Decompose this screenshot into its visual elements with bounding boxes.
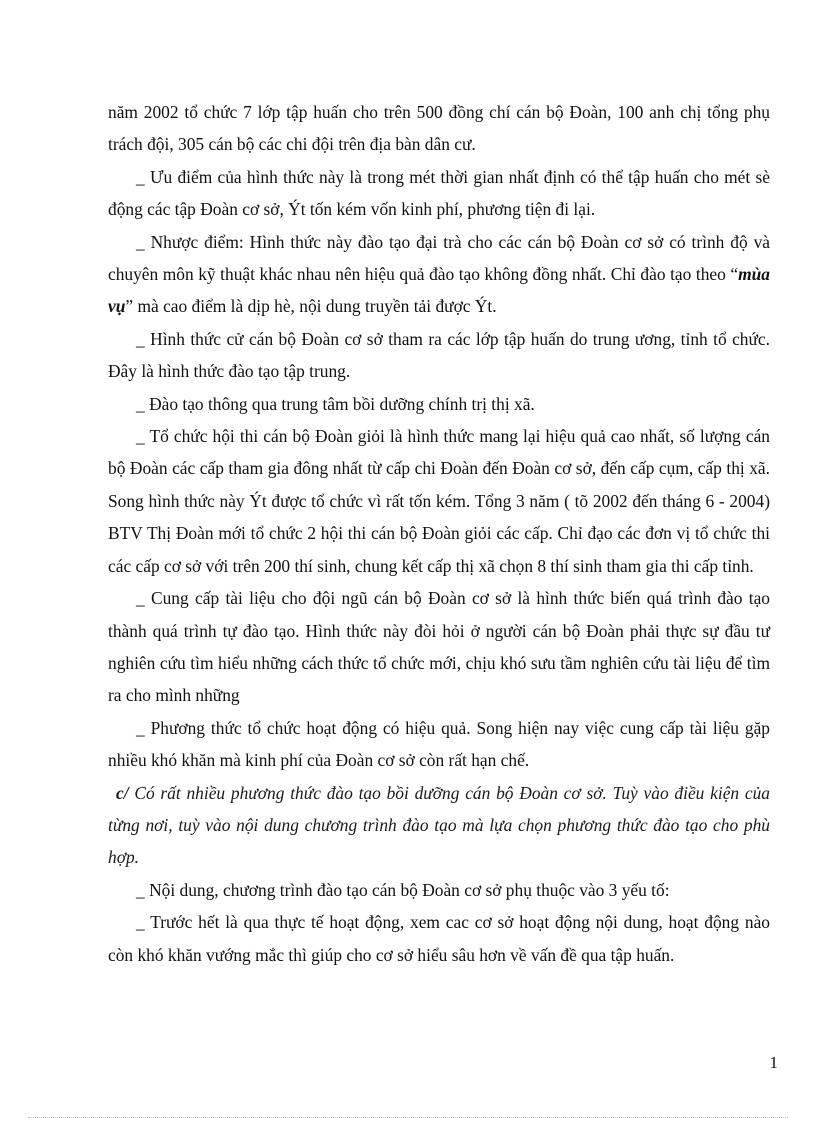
page-number: 1 bbox=[769, 1053, 778, 1072]
section-label: c/ bbox=[116, 782, 129, 803]
paragraph-text: Tổ chức hội thi cán bộ Đoàn giỏi là hình thức mang lại hiệu quả cao nhất, số lượng cán bộ Đoàn các cấp tham gia đông nhất từ cấp chi Đoàn đến Đoàn cơ sở, đến cấp cụm, cấp thị xã. Song hình thức này Ýt được tổ chức vì rất tốn kém. Tổng 3 năm ( tõ 2002 đến tháng 6 - 2004) BTV Thị Đoàn mới tổ chức 2 hội thi cán bộ Đoàn giỏi các cấp. Chỉ đạo các đơn vị tổ chức thi các cấp cơ sở với trên 200 thí sinh, chung kết cấp thị xã chọn 8 thí sinh tham gia thi cấp tỉnh. bbox=[108, 426, 770, 576]
paragraph-text: năm 2002 tổ chức 7 lớp tập huấn cho trên 500 đồng chí cán bộ Đoàn, 100 anh chị tổng phụ trách đội, 305 cán bộ các chi đội trên địa bàn dân cư. bbox=[108, 102, 770, 155]
document-body bbox=[108, 96, 770, 971]
paragraph-text: Đào tạo thông qua trung tâm bồi dưỡng chính trị thị xã. bbox=[149, 393, 535, 414]
paragraph-political-center bbox=[108, 388, 770, 420]
emphasis-text: mùa vụ bbox=[108, 264, 770, 317]
paragraph-effective-method bbox=[108, 712, 770, 777]
paragraph-text: Trước hết là qua thực tế hoạt động, xem cac cơ sở hoạt động nội dung, hoạt động nào còn khó khăn vướng mắc thì giúp cho cơ sở hiểu sâu hơn về vấn đề qua tập huấn. bbox=[108, 912, 770, 965]
paragraph-central-training bbox=[108, 323, 770, 388]
paragraph-materials bbox=[108, 582, 770, 712]
dash-marker: _ bbox=[136, 393, 145, 414]
paragraph-advantages bbox=[108, 161, 770, 226]
paragraph-text: Cung cấp tài liệu cho đội ngũ cán bộ Đoàn cơ sở là hình thức biến quá trình đào tạo thành quá trình tự đào tạo. Hình thức này đòi hỏi ở người cán bộ Đoàn phải thực sự đầu tư nghiên cứu tìm hiểu những cách thức tổ chức mới, chịu khó sưu tầm nghiên cứu tài liệu để tìm ra cho mình những bbox=[108, 588, 770, 706]
paragraph-first-factor bbox=[108, 906, 770, 971]
paragraph-text: Nội dung, chương trình đào tạo cán bộ Đoàn cơ sở phụ thuộc vào 3 yếu tố: bbox=[149, 879, 670, 900]
page-bottom-divider bbox=[28, 1117, 788, 1118]
paragraph-text-after: ” mà cao điểm là dịp hè, nội dung truyền tải được Ýt. bbox=[125, 296, 497, 317]
dash-marker: _ bbox=[136, 879, 145, 900]
paragraph-section-c bbox=[108, 777, 770, 874]
dash-marker: _ bbox=[136, 717, 145, 738]
dash-marker: _ bbox=[136, 426, 145, 447]
dash-marker: _ bbox=[136, 328, 145, 349]
paragraph-text-before: Nhược điểm: Hình thức này đào tạo đại trà cho các cán bộ Đoàn cơ sở có trình độ và chuyên môn kỹ thuật khác nhau nên hiệu quả đào tạo không đồng nhất. Chỉ đào tạo theo “ bbox=[108, 231, 770, 285]
paragraph-content-factors bbox=[108, 874, 770, 906]
paragraph-text: Có rất nhiều phương thức đào tạo bồi dưỡng cán bộ Đoàn cơ sở. Tuỳ vào điều kiện của từng nơi, tuỳ vào nội dung chương trình đào tạo mà lựa chọn phương thức đào tạo cho phù hợp. bbox=[108, 782, 770, 868]
paragraph-contest bbox=[108, 420, 770, 582]
dash-marker: _ bbox=[136, 166, 145, 187]
paragraph-text: Hình thức cử cán bộ Đoàn cơ sở tham ra các lớp tập huấn do trung ương, tỉnh tổ chức. Đây là hình thức đào tạo tập trung. bbox=[108, 328, 770, 382]
paragraph-continuation bbox=[108, 96, 770, 161]
paragraph-text: Ưu điểm của hình thức này là trong mét thời gian nhất định có thể tập huấn cho mét sè động các tập Đoàn cơ sở, Ýt tốn kém vốn kinh phí, phương tiện đi lại. bbox=[108, 166, 770, 220]
dash-marker: _ bbox=[136, 231, 145, 252]
dash-marker: _ bbox=[136, 588, 145, 609]
paragraph-text: Phương thức tổ chức hoạt động có hiệu quả. Song hiện nay việc cung cấp tài liệu gặp nhiều khó khăn mà kinh phí của Đoàn cơ sở còn rất hạn chế. bbox=[108, 717, 770, 771]
paragraph-disadvantages bbox=[108, 226, 770, 323]
dash-marker: _ bbox=[136, 912, 145, 933]
